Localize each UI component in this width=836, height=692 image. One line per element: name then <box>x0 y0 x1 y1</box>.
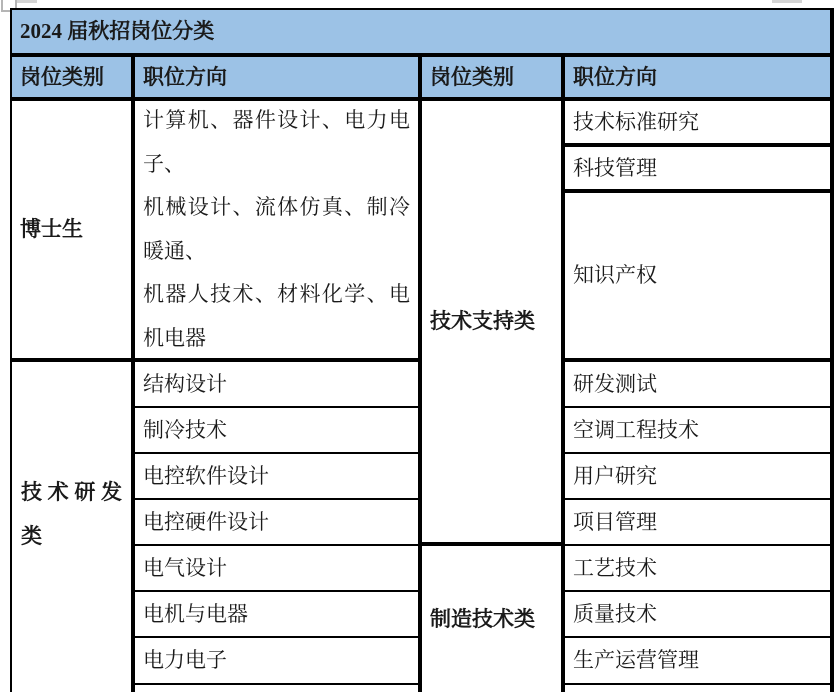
screenshot-artifact-mark-left <box>17 0 37 3</box>
category-cell-rnd <box>12 362 131 692</box>
category-cell-manufacturing: 制造技术类 <box>422 546 561 692</box>
header-direction-right: 职位方向 <box>565 57 830 97</box>
direction-cell: 知识产权 <box>565 193 830 358</box>
direction-cell: 电气设计 <box>135 546 418 590</box>
direction-cell: 研发测试 <box>565 362 830 406</box>
category-cell-rnd-label: 技术研发类 <box>21 480 122 548</box>
direction-cell: 电控硬件设计 <box>135 500 418 544</box>
header-direction-left: 职位方向 <box>135 57 418 97</box>
phd-direction-line: 机械设计、流体仿真、制冷暖通、 <box>143 195 410 263</box>
phd-directions-cell <box>135 101 418 358</box>
phd-direction-line: 机器人技术、材料化学、电机电器 <box>143 282 410 350</box>
direction-cell: 科技管理 <box>565 147 830 189</box>
direction-cell: 空调工程技术 <box>565 408 830 452</box>
header-category-right: 岗位类别 <box>422 57 561 97</box>
direction-cell: 电力电子 <box>135 638 418 683</box>
direction-cell: 用户研究 <box>565 454 830 498</box>
bottom-partial-row-left <box>135 685 418 692</box>
screenshot-artifact-mark-right <box>772 0 802 3</box>
direction-cell: 电控软件设计 <box>135 454 418 498</box>
category-cell-phd: 博士生 <box>12 101 131 358</box>
direction-cell: 结构设计 <box>135 362 418 406</box>
direction-cell: 制冷技术 <box>135 408 418 452</box>
direction-cell: 工艺技术 <box>565 546 830 590</box>
table-title: 2024 届秋招岗位分类 <box>12 10 830 53</box>
category-cell-support: 技术支持类 <box>422 101 561 542</box>
direction-cell: 技术标准研究 <box>565 101 830 143</box>
direction-cell: 项目管理 <box>565 500 830 544</box>
direction-cell: 生产运营管理 <box>565 638 830 683</box>
phd-direction-line: 计算机、器件设计、电力电子、 <box>143 108 410 176</box>
direction-cell: 电机与电器 <box>135 592 418 636</box>
header-category-left: 岗位类别 <box>12 57 131 97</box>
bottom-partial-row-right <box>565 685 830 692</box>
direction-cell: 质量技术 <box>565 592 830 636</box>
job-classification-table <box>10 8 834 692</box>
